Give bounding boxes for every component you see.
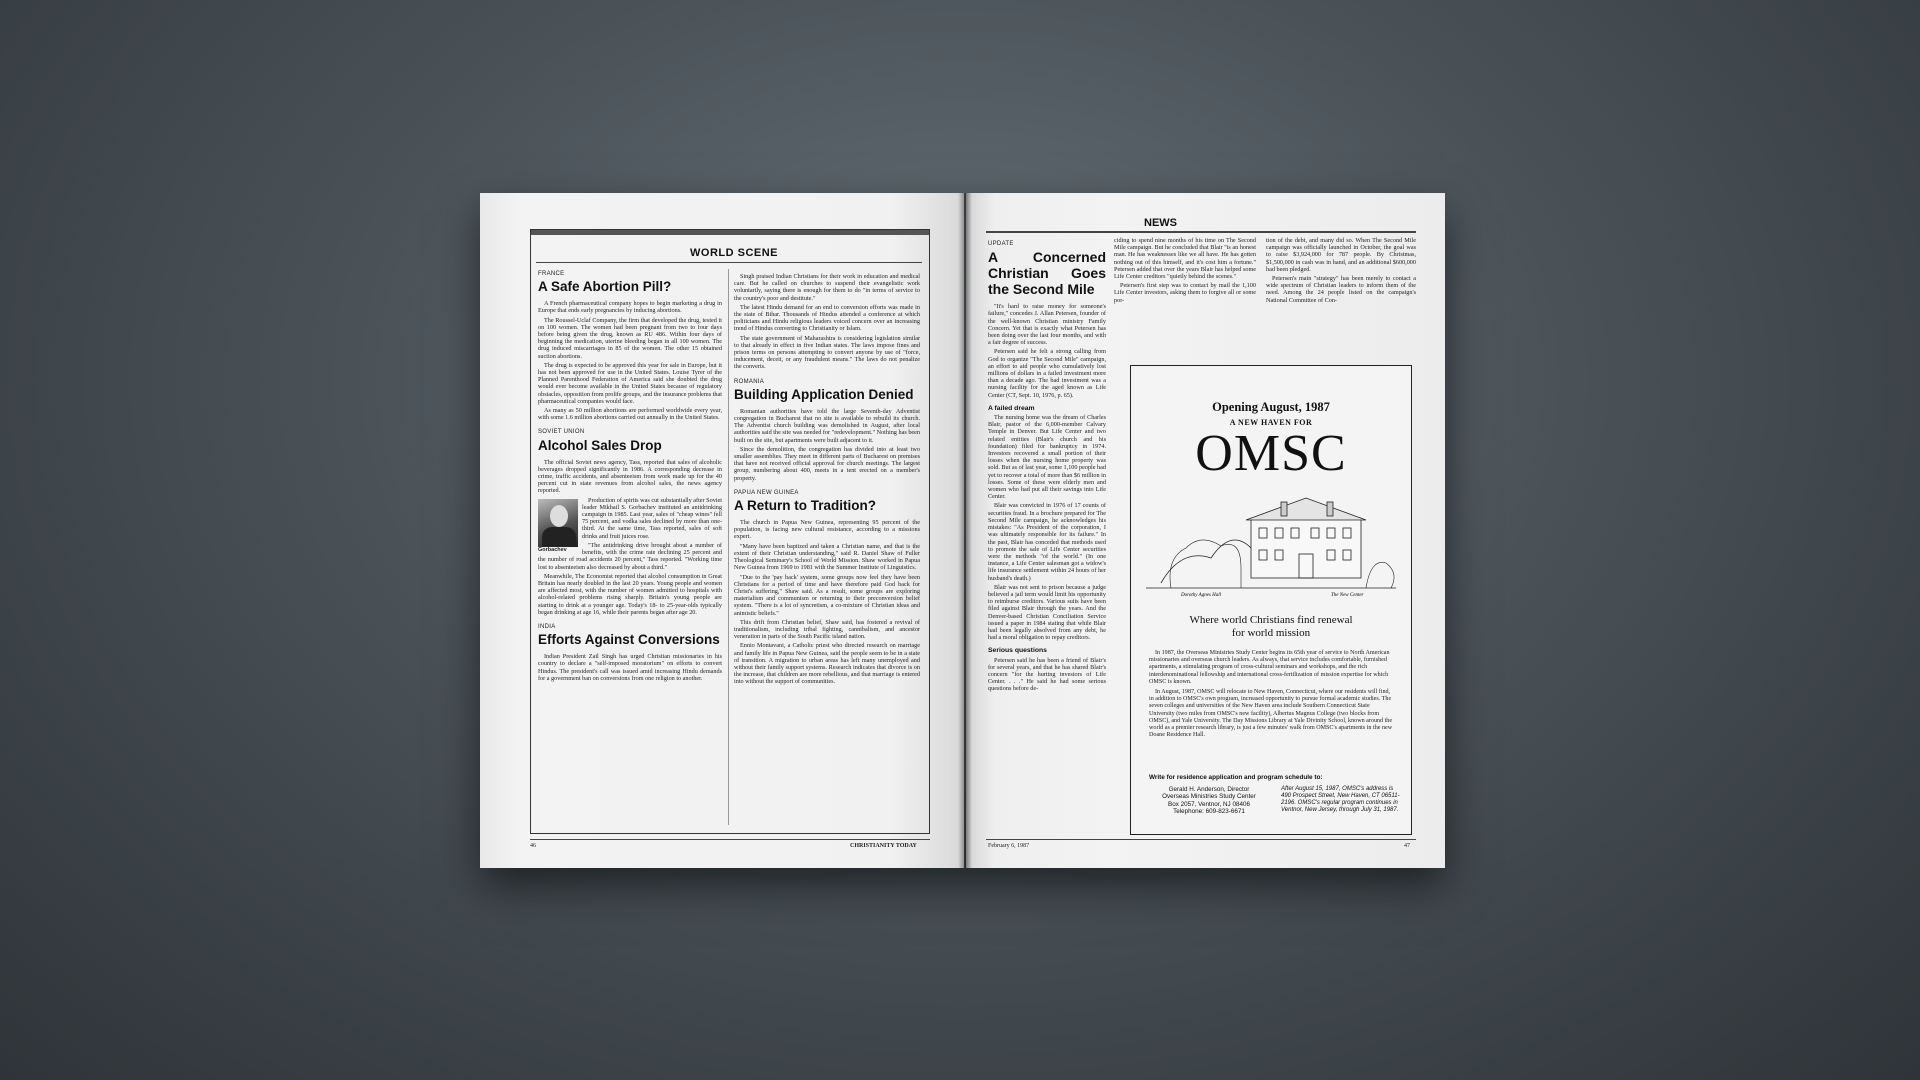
kicker-romania: ROMANIA [734,378,765,385]
paragraph: Since the demolition, the congregation has divided into at least two smaller assemblies. They meet in different parts of Bucharest on premises that have not received official approval for church meetings. The largest group, numbering about 400, meets in a tent erected on a member's property. [734,445,920,482]
paragraph: The nursing home was the dream of Charles Blair, pastor of the 6,000-member Calvary Temple in Denver. But Life Center and two related entities (Blair's church and his foundation) filed for bankruptcy in 1974. Investors recovered a small portion of their losses when the nursing home property was sold. But as of last year, some 1,100 people had yet to recover a total of more than $6 million in losses. Some of these were elderly men and women who had put all their savings into Life Center. [988,414,1106,501]
illus-caption-right: The New Center [1331,593,1364,598]
address-line: Gerald H. Anderson, Director [1168,786,1250,793]
paragraph: The state government of Maharashtra is considering legislation similar to that already in effect in five Indian states. The laws impose fines and prison terms on persons attempting to convert anyone by use of "force, inducement, deceit, or any fraudulent means." The laws do not penalize the converts. [734,334,920,371]
address-line: Overseas Ministries Study Center [1162,793,1256,801]
left-page-number: 46 [530,843,536,849]
ad-opening-date: Opening August, 1987 [1212,400,1330,414]
tagline-line-1: Where world Christians find renewal [1189,614,1353,626]
address-line: Telephone: 609-823-6671 [1173,808,1245,816]
headline-return-to-tradition: A Return to Tradition? [734,498,876,514]
right-column-3 [1266,237,1416,357]
paragraph: Ennio Montavani, a Catholic priest who directed research on marriage and family life in Papua New Guinea, said the people seem to be in a state of transition. A migration to urban areas has left many unemployed and without their family support systems. Research indicates that divorce is on the increase, that children are more rebellious, and that marriage is entered into without the support of communities. [734,642,920,686]
spine-shadow [958,193,972,868]
kicker-france: FRANCE [538,271,565,277]
gorbachev-photo [538,499,578,547]
paragraph: Petersen said he has been a friend of Blair's for several years, and that he has shared Blair's concern "for the hurting investors of Life Center. . . ." He said he had some serious questions before de- [988,656,1106,693]
paragraph: Blair was not sent to prison because a judge believed a jail term would limit his opportunity to reimburse creditors. Various suits have been filed against Blair through the years. And the Denver-based Christian Conciliation Service issued a paper in 1984 stating that while Blair had been legally absolved from any debt, he had a moral obligation to repay creditors. [988,583,1106,642]
building-illustration [1141,488,1401,598]
paragraph: The church in Papua New Guinea, representing 95 percent of the population, is facing new cultural resistance, according to a missions expert. [734,519,920,541]
photo-caption: Gorbachev [538,546,567,553]
paragraph: Meanwhile, The Economist reported that alcohol consumption in Great Britain has nearly doubled in the last 20 years. Young people and women are affected most, with the number of women admitted to hospitals with alcohol-related problems rising sharply. Britain's young people are starting to drink at a younger age. Today's 18- to 25-year-olds typically began drinking at age 16, while their parents began after age 20. [538,572,722,616]
section-title-news: NEWS [1144,217,1177,229]
paragraph: Blair was convicted in 1976 of 17 counts of securities fraud. In a brochure prepared for The Second Mile campaign, he acknowledges his mistakes: "As President of the corporation, I was ultimately responsible for its failure." In the past, Blair has conceded that methods used to promote the sale of Life Center securities were the methods "of the world." (In one instance, a Life Center salesman got a widow's life insurance settlement within 24 hours of her husband's death.) [988,502,1106,582]
kicker-papua-new-guinea: PAPUA NEW GUINEA [734,489,799,496]
ad-brand-omsc: OMSC [1195,425,1347,482]
footer-rule [530,839,930,840]
right-column-2 [1114,237,1256,357]
paragraph: As many as 50 million abortions are performed worldwide every year, with some 1.6 million abortions carried out annually in the United States. [538,407,722,422]
paragraph: Production of spirits was cut substantially after Soviet leader Mikhail S. Gorbachev instituted an antidrinking campaign in 1985. Last year, sales of "cheap wines" fell 75 percent, and vodka sales declined by more than one-third. At the same time, Tass reported, sales of soft drinks and fruit juices rose. [582,496,722,540]
paragraph: The official Soviet news agency, Tass, reported that sales of alcoholic beverages dropped significantly in 1986. A corresponding decrease in crime, traffic accidents, and absenteeism from work made up for the 40 percent cut in state revenues from alcohol sales, the news agency reported. [538,458,722,495]
footer-rule [986,839,1416,840]
paragraph: Petersen's main "strategy" has been merely to contact a wide spectrum of Christian leaders to inform them of the need. Among the 24 people listed on the campaign's National Committee of Con- [1266,275,1416,304]
ad-address [1149,786,1269,816]
paragraph: "Many have been baptized and taken a Christian name, and that is the extent of their Christian understanding," said R. Daniel Shaw of Fuller Theological Seminary's School of World Mission. Shaw worked in Papua New Guinea from 1969 to 1981 with the Summer Institute of Linguistics. [734,542,920,572]
paragraph: The drug is expected to be approved this year for sale in Europe, but it has not been approved for use in the United States. Louise Tyrer of the Planned Parenthood Federation of America said she doubted the drug would ever become available in the United States because of regulatory obstacles, opposition from prolife groups, and the insurance problems that pharmaceutical companies would face. [538,361,722,405]
paragraph: A French pharmaceutical company hopes to begin marketing a drug in Europe that ends early pregnancies by inducing abortions. [538,300,722,315]
right-page-number: 47 [1404,843,1410,849]
paragraph: tion of the debt, and many did so. When The Second Mile campaign was officially launched in October, the goal was to raise $3,924,000 for 787 people. By Christmas, $1,500,000 in cash was in hand, and an additional $600,000 had been pledged. [1266,237,1416,273]
kicker-india: INDIA [538,623,556,630]
ad-body [1149,650,1393,742]
ad-relocation-note: After August 15, 1987, OMSC's address is 490 Prospect Street, New Haven, CT 06511-2196. OMSC's regular program continues in Ventnor, New Jersey, through July 31, 1987. [1281,786,1400,813]
paragraph: "It's hard to raise money for someone's failure," concedes J. Allan Petersen, founder of the well-known Christian ministry Family Concern. Yet that is exactly what Petersen has been doing over the last four months, and with a fair degree of success. [988,303,1106,347]
publication-name: CHRISTIANITY TODAY [850,843,917,849]
headline-building-application-denied: Building Application Denied [734,386,914,402]
left-column-1 [538,265,722,827]
omsc-advertisement [1130,365,1412,835]
kicker-update: UPDATE [988,241,1014,247]
section-title-world-scene: WORLD SCENE [690,247,778,259]
news-rule [986,231,1416,233]
headline-concerned-christian: A Concerned Christian Goes the Second Mile [988,249,1106,298]
left-page [480,193,964,868]
column-divider [728,269,729,825]
paragraph: "The antidrinking drive brought about a number of benefits, with the crime rate declining 25 percent and the number of road accidents 20 percent," Tass reported. "Working time lost to absenteeism also decreased by about a third." [538,541,722,571]
ad-haven-line: A NEW HAVEN FOR [1229,418,1313,427]
magazine-spread [480,193,1445,868]
ad-paragraph: In 1987, the Overseas Ministries Study Center begins its 65th year of service to North American missionaries and overseas church leaders. As always, that service includes comfortable, furnished apartments, a stimulating program of cross-cultural seminars and workshops, and the rich interdenominational fellowship and international cross-fertilization of mission expertise for which OMSC is known. [1149,650,1390,685]
paragraph: The Roussel-Uclaf Company, the firm that developed the drug, tested it on 100 women. The women had been pregnant from two to four days before being given the drug, known as RU 486. Within four days of beginning the medication, uterine bleeding began in all 100 women. The drug induced miscarriages in 85 of the women. The other 15 obtained suction abortions. [538,316,722,360]
headline-safe-abortion-pill: A Safe Abortion Pill? [538,279,672,295]
paragraph: ciding to spend nine months of his time on The Second Mile campaign. But he concluded that Blair "is an honest man. He has weaknesses like we all have. He has gotten nothing out of this himself, and it's cost him a fortune." Petersen added that over the years Blair has helped some Life Center creditors "quietly behind the scenes." [1114,237,1256,281]
header-rule [536,262,922,263]
subhead-failed-dream: A failed dream [988,404,1035,412]
illus-caption-left: Dorothy Agnes Hall [1181,593,1221,598]
right-column-1 [988,235,1106,827]
headline-alcohol-sales-drop: Alcohol Sales Drop [538,437,662,453]
headline-efforts-against-conversions: Efforts Against Conversions [538,632,720,648]
paragraph: The latest Hindu demand for an end to conversion efforts was made in the state of Bihar. Thousands of Hindus attended a conference at which politicians and Hindu religious leaders voiced concern over an increasing trend of Hindus converting to Christianity or Islam. [734,303,920,333]
right-page [966,193,1445,868]
paragraph: This drift from Christian belief, Shaw said, has fostered a revival of traditionalism, including tribal fighting, cannibalism, and ancestor veneration in parts of the South Pacific island nation. [734,618,920,641]
tagline-line-2: for world mission [1231,627,1311,639]
issue-date: February 6, 1987 [988,843,1030,849]
paragraph: "Due to the 'pay back' system, some groups now feel they have been Christians for a period of time and have therefore paid God back for Christ's suffering," Shaw said. As a result, some groups are exploring materialism and communism or returning to their preconversion belief system. "There is a lot of syncretism, a co-mixture of Christian ideas and animistic beliefs." [734,573,920,617]
ad-tagline [1131,614,1411,640]
paragraph: Romanian authorities have told the large Seventh-day Adventist congregation in Bucharest that no site is available to rebuild its church. The Adventist church building was demolished in August, after local authorities said the site was needed for "redevelopment." Nothing has been built on the site, but apartments were built adjacent to it. [734,407,920,444]
address-line: Box 2057, Ventnor, NJ 08406 [1168,800,1250,808]
subhead-serious-questions: Serious questions [988,647,1047,655]
paragraph: Petersen's first step was to contact by mail the 1,100 Life Center investors, asking them to forgive all or some por- [1114,282,1256,304]
kicker-soviet-union: SOVIET UNION [538,429,585,436]
ad-paragraph: In August, 1987, OMSC will relocate to New Haven, Connecticut, where our residents will find, in addition to OMSC's own program, increased opportunity to pursue formal academic studies. The seven colleges and universities of the New Haven area include Southern Connecticut State University (two miles from OMSC's new facility), Albertus Magnus College (two blocks from OMSC), and Yale University. The Day Missions Library at Yale Divinity School, known around the world as a premier research library, is just a few minutes' walk from OMSC's apartments in the new Doane Residence Hall. [1149,689,1393,739]
paragraph: Indian President Zail Singh has urged Christian missionaries in his country to declare a "self-imposed moratorium" on efforts to convert Hindus. The president's call was issued amid increasing Hindu demands for a government ban on conversions from one religion to another. [538,653,722,682]
paragraph: Petersen said he felt a strong calling from God to organize "The Second Mile" campaign, an effort to aid people who cumulatively lost millions of dollars in a failed investment more than a decade ago. The bad investment was a nursing facility for the aged known as Life Center (CT, Sept. 10, 1976, p. 65). [988,348,1106,399]
paragraph: Singh praised Indian Christians for their work in education and medical care. But he called on churches to suspend their evangelistic work voluntarily, saying there is enough for them to do "in terms of service to the country's poor and destitute." [734,273,920,302]
left-column-2 [734,273,920,827]
ad-write-line: Write for residence application and program schedule to: [1149,774,1323,781]
